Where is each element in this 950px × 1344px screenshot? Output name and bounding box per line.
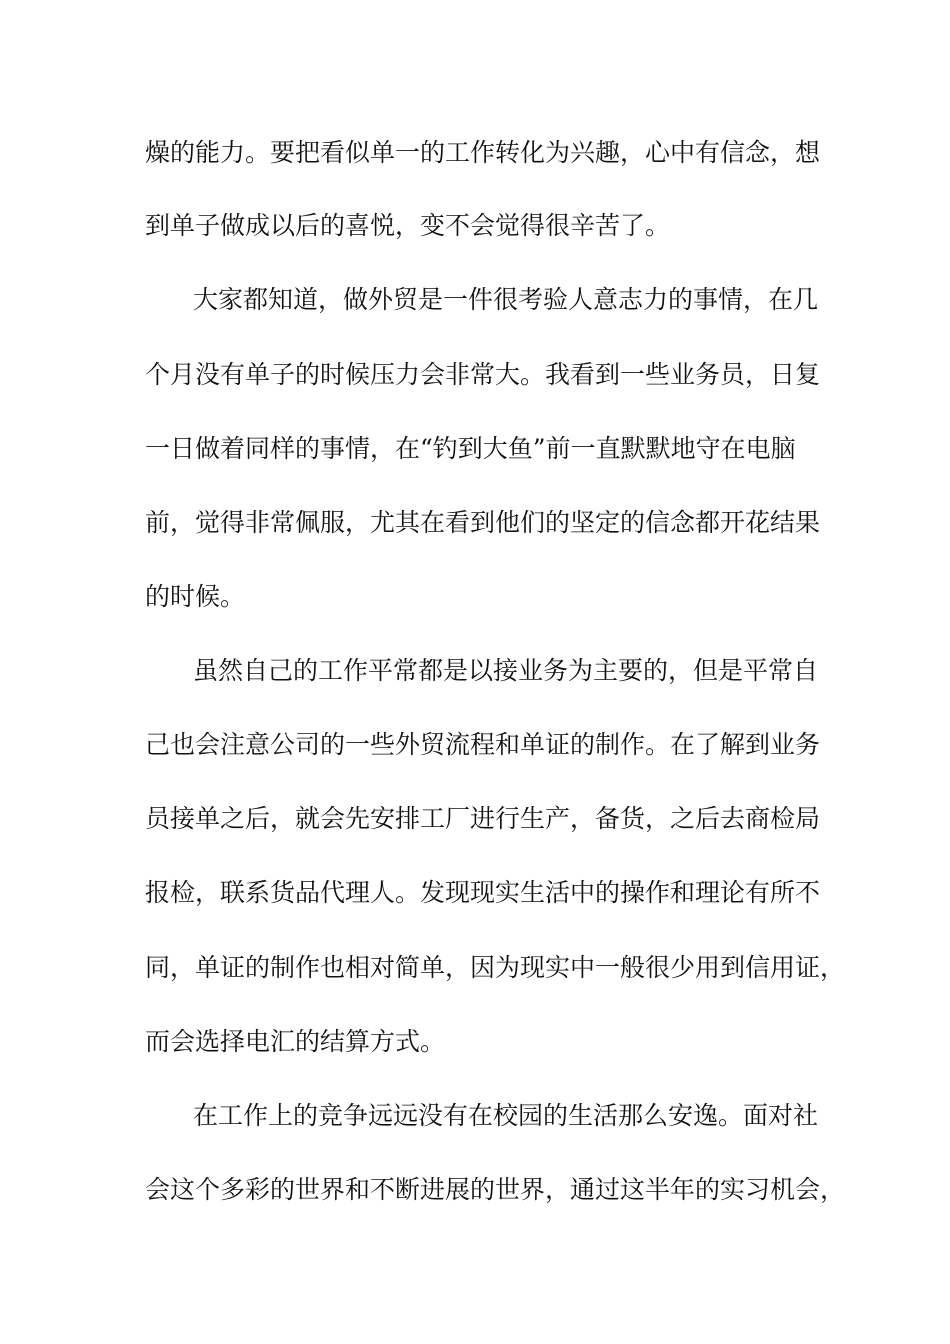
text-line: 而会选择电汇的结算方式。: [145, 1027, 446, 1056]
text-line: 虽然自己的工作平常都是以接业务为主要的，但是平常自: [193, 656, 819, 685]
text-line: 一日做着同样的事情，在“钓到大鱼”前一直默默地守在电脑: [145, 434, 796, 463]
text-line: 的时候。: [145, 582, 246, 611]
text-line: 燥的能力。要把看似单一的工作转化为兴趣，心中有信念，想: [145, 138, 821, 167]
text-line: 员接单之后，就会先安排工厂进行生产，备货，之后去商检局: [145, 804, 821, 833]
text-line: 到单子做成以后的喜悦，变不会觉得很辛苦了。: [145, 211, 671, 240]
text-line: 报检，联系货品代理人。发现现实生活中的操作和理论有所不: [145, 878, 821, 907]
text-line: 前，觉得非常佩服，尤其在看到他们的坚定的信念都开花结果: [145, 508, 821, 537]
text-line: 同，单证的制作也相对简单，因为现实中一般很少用到信用证，: [145, 953, 846, 982]
text-line: 会这个多彩的世界和不断进展的世界，通过这半年的实习机会，: [145, 1175, 846, 1204]
text-line: 在工作上的竞争远远没有在校园的生活那么安逸。面对社: [193, 1101, 819, 1130]
text-line: 大家都知道，做外贸是一件很考验人意志力的事情，在几: [193, 285, 819, 314]
text-line: 己也会注意公司的一些外贸流程和单证的制作。在了解到业务: [145, 730, 821, 759]
text-line: 个月没有单子的时候压力会非常大。我看到一些业务员，日复: [145, 360, 821, 389]
